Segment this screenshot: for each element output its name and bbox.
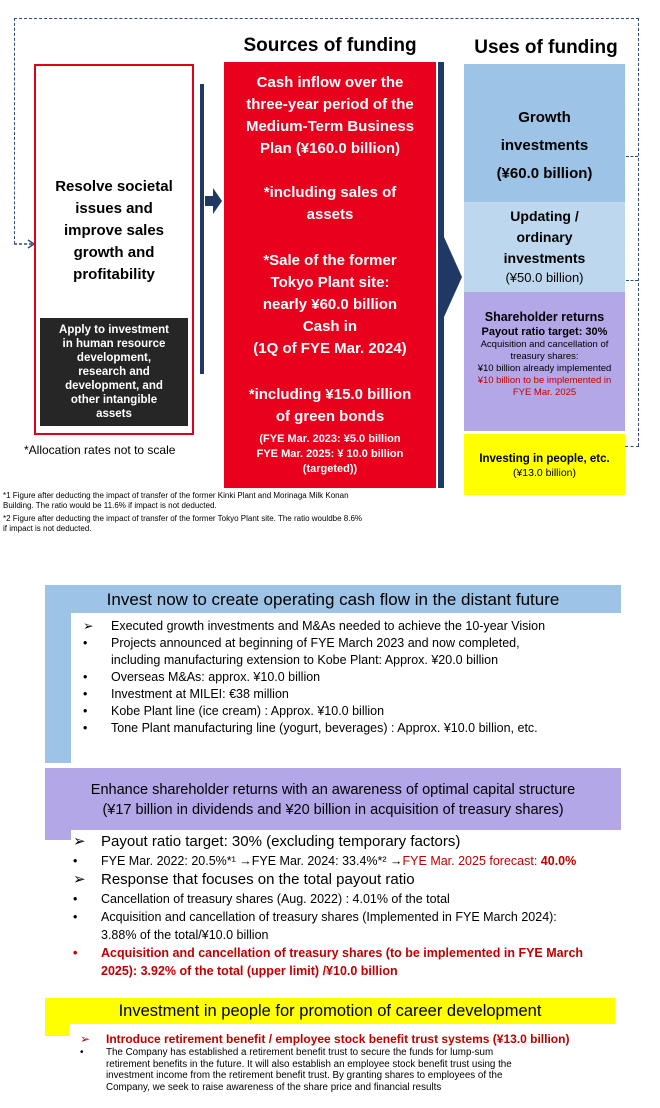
tokyo-plant-line: nearly ¥60.0 billion	[262, 296, 398, 313]
societal-issues-line: issues and	[75, 200, 153, 217]
cancel1: Cancellation of treasury shares (Aug. 2022) : 4.01% of the total	[101, 892, 450, 906]
arrow-bullet-icon: ➢	[83, 619, 94, 633]
societal-issues-line: profitability	[73, 266, 155, 283]
footnote-1	[3, 491, 349, 510]
tokyo-plant-text	[224, 250, 436, 360]
intangible-assets-line: in human resource	[62, 338, 166, 350]
cash-inflow-text	[224, 72, 436, 160]
fye-black: FYE Mar. 2022: 20.5%*¹ →FYE Mar. 2024: 33.4%*² →	[101, 854, 403, 868]
list-item	[83, 635, 643, 669]
updating-investments-line: investments	[503, 250, 586, 266]
sales-of-assets-line: assets	[306, 206, 354, 223]
section3-body-line: retirement benefits in the future. It will also establish an employee stock benefit trust using the	[106, 1058, 512, 1070]
acq-text	[101, 908, 658, 944]
acq-red-line: 2025): 3.92% of the total (upper limit) /¥10.0 billion	[101, 964, 398, 978]
list-item	[83, 618, 643, 635]
updating-investments-box	[464, 202, 625, 292]
sales-of-assets-line: *including sales of	[263, 184, 397, 201]
green-bonds-line: *including ¥15.0 billion	[248, 386, 412, 403]
section2-content	[73, 832, 658, 980]
green-bonds-detail-line: (targeted))	[302, 463, 358, 475]
total-head-item	[73, 870, 658, 890]
payout-head: Payout ratio target: 30% (excluding temporary factors)	[101, 833, 461, 850]
section3-body-line: The Company has established a retirement benefit trust to secure the funds for lump-sum	[106, 1047, 494, 1058]
intangible-assets-line: Apply to investment	[59, 324, 169, 336]
growth-investments-box	[464, 64, 625, 202]
updating-investments-line: ordinary	[516, 229, 573, 245]
list-item	[83, 669, 643, 686]
list-item-line: Projects announced at beginning of FYE March 2023 and now completed,	[111, 636, 520, 650]
fye-red-bold: 40.0%	[540, 854, 577, 868]
dashed-loop-left	[14, 18, 15, 244]
cash-inflow-line: three-year period of the	[246, 96, 414, 113]
dashed-loop-right	[638, 18, 639, 446]
bullet-icon: •	[73, 946, 78, 960]
section3-body	[80, 1047, 650, 1093]
section3-head-item	[80, 1031, 640, 1047]
sources-header: Sources of funding	[243, 35, 417, 56]
shareholder-returns-title: Shareholder returns	[484, 310, 605, 324]
acq-item	[73, 908, 658, 944]
arrow-bullet-icon: ➢	[80, 1032, 91, 1046]
arrow-bullet-icon: ➢	[73, 833, 86, 850]
footnote-1-line: *1 Figure after deducting the impact of transfer of the former Kinki Plant and Morinaga Milk Konan	[3, 491, 349, 500]
intangible-assets-box	[40, 318, 188, 426]
societal-issues-box	[34, 64, 194, 435]
section1-bullets	[83, 618, 643, 737]
shareholder-acquisition-text	[464, 339, 625, 375]
bullet-icon: •	[80, 1047, 84, 1058]
investing-people-amount: (¥13.0 billion)	[512, 467, 577, 479]
section2-title	[45, 780, 621, 820]
shareholder-returns-box	[464, 292, 625, 431]
footnote-1-line: Building. The ratio would be 11.6% if impact is not deducted.	[3, 500, 217, 510]
footnote-2-line: *2 Figure after deducting the impact of transfer of the former Tokyo Plant site. The ratio wouldbe 8.6%	[3, 514, 363, 523]
footnote-2	[3, 514, 362, 533]
intangible-assets-line: research and	[78, 366, 150, 378]
list-item-line: Overseas M&As: approx. ¥10.0 billion	[111, 670, 321, 684]
updating-investments-text	[464, 206, 625, 269]
dashed-loop-top	[14, 18, 639, 19]
shareholder-planned-line: FYE Mar. 2025	[512, 387, 577, 398]
cash-inflow-line: Plan (¥160.0 billion)	[259, 140, 401, 157]
section2-title-line: Enhance shareholder returns with an awareness of optimal capital structure	[90, 782, 576, 798]
section3-body-line: Company, we seek to raise awareness of the share price and financial results	[106, 1081, 442, 1093]
societal-issues-line: improve sales	[63, 222, 165, 239]
bullet-icon: •	[83, 721, 88, 735]
dashed-growth-link	[626, 156, 638, 157]
tokyo-plant-line: *Sale of the former	[263, 252, 397, 269]
updating-investments-line: Updating /	[510, 208, 579, 224]
intangible-assets-line: other intangible	[70, 394, 158, 406]
section3-head: Introduce retirement benefit / employee stock benefit trust systems (¥13.0 billion)	[106, 1032, 570, 1046]
cash-inflow-line: Cash inflow over the	[256, 74, 404, 91]
intangible-assets-line: assets	[96, 408, 132, 420]
bullet-icon: •	[73, 910, 78, 924]
bullet-icon: •	[83, 704, 88, 718]
list-item-line: including manufacturing extension to Kobe Plant: Approx. ¥20.0 billion	[111, 653, 499, 667]
green-bonds-line: of green bonds	[275, 408, 385, 425]
tokyo-plant-line: (1Q of FYE Mar. 2024)	[253, 340, 407, 357]
sources-funding-box	[224, 62, 436, 488]
societal-issues-line: Resolve societal	[55, 178, 173, 195]
fye-red: FYE Mar. 2025 forecast:	[402, 854, 541, 868]
dashed-loop-arrow-icon	[14, 238, 36, 252]
section2-title-line: (¥17 billion in dividends and ¥20 billion in acquisition of treasury shares)	[102, 802, 564, 818]
cancel1-item	[73, 890, 658, 908]
payout-head-item	[73, 832, 658, 852]
footnote-2-line: if impact is not deducted.	[3, 523, 92, 533]
bullet-icon: •	[83, 636, 88, 650]
green-bonds-detail-line: FYE Mar. 2025: ¥ 10.0 billion	[256, 448, 404, 460]
section1-title: Invest now to create operating cash flow in the distant future	[106, 590, 560, 609]
investing-people-title: Investing in people, etc.	[479, 453, 610, 465]
shareholder-planned-text	[464, 375, 625, 399]
list-item-line: Tone Plant manufacturing line (yogurt, beverages) : Approx. ¥10.0 billion, etc.	[111, 721, 538, 735]
section3-body-line: investment income from the retirement benefit trust. By granting shares to employees of the	[106, 1070, 503, 1081]
tokyo-plant-line: Tokyo Plant site:	[270, 274, 390, 291]
intangible-assets-line: development, and	[65, 380, 163, 392]
green-bonds-detail	[224, 432, 436, 477]
bullet-icon: •	[73, 892, 78, 906]
arrow-bullet-icon: ➢	[73, 871, 86, 888]
acq-line: Acquisition and cancellation of treasury shares (Implemented in FYE March 2024):	[101, 910, 557, 924]
list-item	[83, 686, 643, 703]
shareholder-acquisition-line: treasury shares:	[510, 351, 579, 362]
section3-body-item	[80, 1047, 650, 1093]
updating-amount: (¥50.0 billion)	[505, 270, 584, 285]
uses-header: Uses of funding	[474, 37, 618, 58]
list-item-line: Investment at MILEI: €38 million	[111, 687, 289, 701]
green-bonds-detail-line: (FYE Mar. 2023: ¥5.0 billion	[259, 433, 401, 445]
sales-of-assets-text	[224, 182, 436, 226]
intangible-assets-line: development,	[76, 352, 152, 364]
arrow-right-icon	[203, 186, 223, 216]
acq-red-item	[73, 944, 658, 980]
list-item-line: Kobe Plant line (ice cream) : Approx. ¥10.0 billion	[111, 704, 385, 718]
fye-item	[73, 852, 658, 870]
growth-investments-text	[464, 104, 625, 188]
bullet-icon: •	[73, 854, 78, 868]
dashed-updating-link	[626, 280, 638, 281]
total-head: Response that focuses on the total payout ratio	[101, 871, 415, 888]
shareholder-planned-line: ¥10 billion to be implemented in	[477, 375, 612, 386]
bullet-icon: •	[83, 687, 88, 701]
growth-investments-line: (¥60.0 billion)	[496, 165, 593, 182]
section3-title: Investment in people for promotion of career development	[118, 1002, 542, 1020]
societal-issues-line: growth and	[73, 244, 155, 261]
acq-red-text	[101, 944, 658, 980]
green-bonds-text	[224, 384, 436, 428]
list-item	[83, 720, 643, 737]
societal-issues-text	[36, 176, 192, 286]
investing-in-people-box	[464, 434, 625, 495]
list-item-line: Executed growth investments and M&As needed to achieve the 10-year Vision	[111, 619, 546, 633]
shareholder-payout: Payout ratio target: 30%	[481, 326, 608, 338]
chevron-divider-icon	[438, 62, 464, 488]
left-divider-bar	[200, 84, 204, 374]
tokyo-plant-line: Cash in	[302, 318, 358, 335]
growth-investments-line: Growth	[518, 109, 571, 126]
shareholder-acquisition-line: Acquisition and cancellation of	[480, 339, 609, 350]
allocation-note: *Allocation rates not to scale	[24, 443, 176, 457]
shareholder-acquisition-line: ¥10 billion already implemented	[477, 363, 612, 374]
acq-red-line: Acquisition and cancellation of treasury shares (to be implemented in FYE March	[101, 946, 584, 960]
list-item	[83, 703, 643, 720]
cash-inflow-line: Medium-Term Business	[245, 118, 415, 135]
bullet-icon: •	[83, 670, 88, 684]
acq-line: 3.88% of the total/¥10.0 billion	[101, 928, 269, 942]
growth-investments-line: investments	[500, 137, 589, 154]
